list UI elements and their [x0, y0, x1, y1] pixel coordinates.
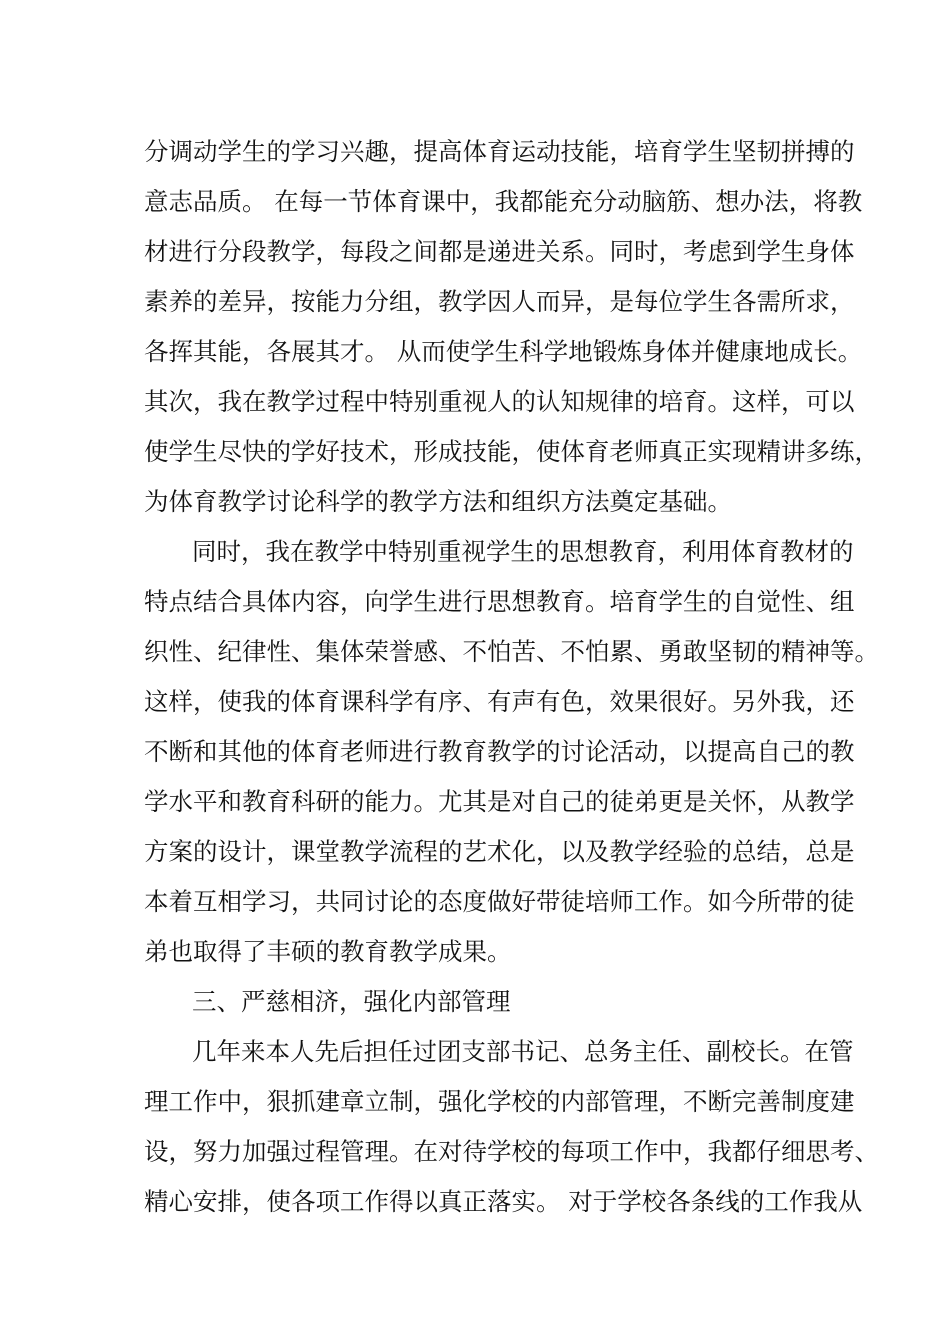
text-line: 理工作中，狠抓建章立制，强化学校的内部管理，不断完善制度建	[144, 1087, 855, 1116]
text-line: 材进行分段教学，每段之间都是递进关系。同时，考虑到学生身体	[144, 237, 855, 266]
paragraph-start-line: 同时，我在教学中特别重视学生的思想教育，利用体育教材的	[192, 537, 854, 566]
text-line: 特点结合具体内容，向学生进行思想教育。培育学生的自觉性、组	[144, 587, 855, 616]
section-heading: 三、严慈相济，强化内部管理	[192, 987, 511, 1016]
text-line: 设，努力加强过程管理。在对待学校的每项工作中，我都仔细思考、	[144, 1137, 879, 1166]
text-line: 本着互相学习，共同讨论的态度做好带徒培师工作。如今所带的徒	[144, 887, 855, 916]
text-line: 素养的差异，按能力分组，教学因人而异，是每位学生各需所求，	[144, 287, 855, 316]
text-line: 这样，使我的体育课科学有序、有声有色，效果很好。另外我，还	[144, 687, 855, 716]
text-line: 其次，我在教学过程中特别重视人的认知规律的培育。这样，可以	[144, 387, 855, 416]
paragraph-start-line: 几年来本人先后担任过团支部书记、总务主任、副校长。在管	[192, 1037, 854, 1066]
text-line: 精心安排，使各项工作得以真正落实。 对于学校各条线的工作我从	[144, 1187, 863, 1216]
text-line: 意志品质。 在每一节体育课中，我都能充分动脑筋、想办法，将教	[144, 187, 863, 216]
text-line: 织性、纪律性、集体荣誉感、不怕苦、不怕累、勇敢坚韧的精神等。	[144, 637, 879, 666]
text-line: 弟也取得了丰硕的教育教学成果。	[144, 937, 512, 966]
text-line: 分调动学生的学习兴趣，提高体育运动技能，培育学生坚韧拼搏的	[144, 137, 855, 166]
text-line: 方案的设计，课堂教学流程的艺术化，以及教学经验的总结，总是	[144, 837, 855, 866]
text-line: 不断和其他的体育老师进行教育教学的讨论活动，以提高自己的教	[144, 737, 855, 766]
text-line: 各挥其能，各展其才。 从而使学生科学地锻炼身体并健康地成长。	[144, 337, 863, 366]
text-line: 学水平和教育科研的能力。尤其是对自己的徒弟更是关怀，从教学	[144, 787, 855, 816]
text-line: 使学生尽快的学好技术，形成技能，使体育老师真正实现精讲多练，	[144, 437, 879, 466]
text-line: 为体育教学讨论科学的教学方法和组织方法奠定基础。	[144, 487, 732, 516]
